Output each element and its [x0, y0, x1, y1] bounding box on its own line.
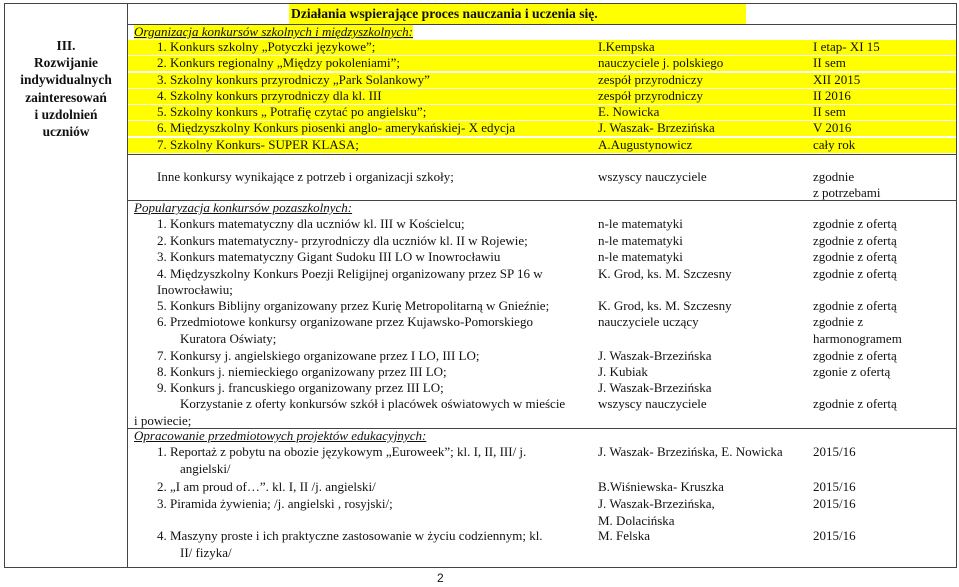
table-row: 3. Konkurs matematyczny Gigant Sudoku III LO w Inowrocławiu n-le matematyki zgodnie z ofertą [157, 249, 897, 264]
section-heading-line: indywidualnych [20, 72, 112, 88]
table-row: 7. Szkolny Konkurs- SUPER KLASA; A.Augustynowicz cały rok [128, 138, 956, 153]
table-row: Korzystanie z oferty konkursów szkół i placówek oświatowych w mieście i powiecie; wszyscy nauczyciele zgodnie z ofertą [134, 396, 897, 428]
table-row: 5. Konkurs Biblijny organizowany przez Kurię Metropolitarną w Gnieźnie; K. Grod, ks. M. Szczesny zgodnie z ofertą [157, 298, 897, 313]
section-heading-line: uczniów [42, 124, 90, 140]
table-row: 8. Konkurs j. niemieckiego organizowany przez III LO; J. Kubiak zgonie z ofertą [157, 364, 891, 379]
table-row: 4. Międzyszkolny Konkurs Poezji Religijnej organizowany przez SP 16 w Inowrocławiu; K. Grod, ks. M. Szczesny zgodnie z ofertą [157, 266, 897, 297]
table-row: Inne konkursy wynikające z potrzeb i organizacji szkoły; wszyscy nauczyciele zgodnie z potrzebami [157, 169, 881, 200]
table-row: 6. Przedmiotowe konkursy organizowane przez Kujawsko-Pomorskiego Kuratora Oświaty; nauczyciele uczący zgodnie z harmonogramem [157, 314, 902, 346]
section-header: Organizacja konkursów szkolnych i międzyszkolnych: [134, 24, 413, 39]
section-heading-line: Rozwijanie [34, 55, 98, 71]
table-row: 2. Konkurs matematyczny- przyrodniczy dla uczniów kl. II w Rojewie; n-le matematyki zgodnie z ofertą [157, 233, 897, 248]
table-row: 4. Szkolny konkurs przyrodniczy dla kl. III zespół przyrodniczy II 2016 [128, 89, 956, 104]
table-row: 2. Konkurs regionalny „Między pokoleniami”; nauczyciele j. polskiego II sem [128, 56, 956, 71]
section-heading-line: i uzdolnień [34, 106, 98, 122]
page-number: 2 [437, 571, 444, 585]
section-heading-line: zainteresowań [25, 89, 107, 105]
table-row: 5. Szkolny konkurs „ Potrafię czytać po angielsku”; E. Nowicka II sem [128, 105, 956, 120]
content-area [128, 4, 956, 567]
table-row: 6. Międzyszkolny Konkurs piosenki anglo- amerykańskiej- X edycja J. Waszak- Brzezińska V 2016 [128, 121, 956, 136]
section-header: Popularyzacja konkursów pozaszkolnych: [134, 200, 353, 215]
table-row: 3. Piramida żywienia; /j. angielski , rosyjski/; J. Waszak-Brzezińska, M. Dolacińska 2015/16 [157, 496, 856, 528]
table-row: 3. Szkolny konkurs przyrodniczy „Park Solankowy” zespół przyrodniczy XII 2015 [128, 73, 956, 88]
table-row: 9. Konkurs j. francuskiego organizowany przez III LO; J. Waszak-Brzezińska [157, 380, 712, 395]
table-row: 2. „I am proud of…”. kl. I, II /j. angielski/ B.Wiśniewska- Kruszka 2015/16 [157, 479, 856, 494]
table-row: 1. Konkurs matematyczny dla uczniów kl. III w Kościelcu; n-le matematyki zgodnie z ofertą [157, 216, 897, 231]
page-title: Działania wspierające proces nauczania i uczenia się. [289, 4, 746, 24]
table-row: 1. Konkurs szkolny „Potyczki językowe”; I.Kempska I etap- XI 15 [128, 40, 956, 55]
section-heading-column [5, 4, 128, 567]
section-header: Opracowanie przedmiotowych projektów edukacyjnych: [134, 428, 427, 443]
table-row: 4. Maszyny proste i ich praktyczne zastosowanie w życiu codziennym; kl. II/ fizyka/ M. Felska 2015/16 [157, 528, 856, 560]
table-row: 7. Konkursy j. angielskiego organizowane przez I LO, III LO; J. Waszak-Brzezińska zgodnie z ofertą [157, 348, 897, 363]
table-row: 1. Reportaż z pobytu na obozie językowym „Euroweek”; kl. I, II, III/ j. angielski/ J. Waszak- Brzezińska, E. Nowicka 2015/16 [157, 444, 856, 476]
section-number: III. [56, 38, 76, 53]
document-table [4, 3, 957, 568]
